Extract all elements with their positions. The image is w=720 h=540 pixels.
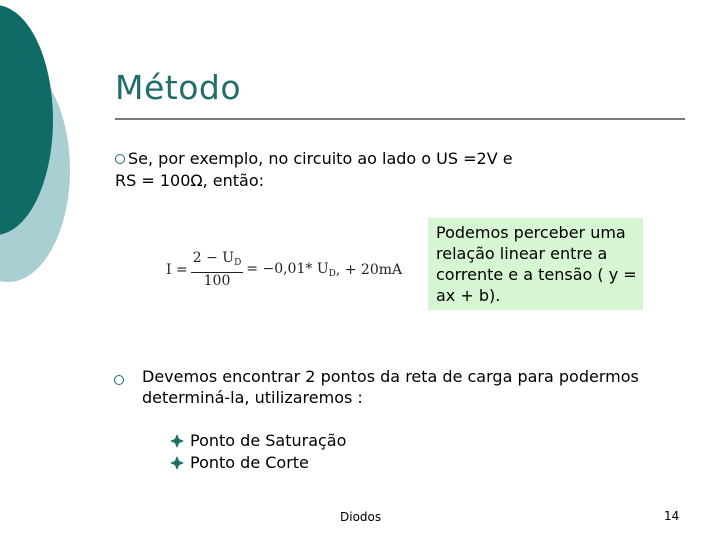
hollow-circle-bullet-icon (115, 154, 125, 164)
sub-item-saturation (170, 430, 346, 452)
formula-denominator: 100 (203, 273, 231, 289)
formula-middle: = −0,01* $U_D$ (246, 261, 336, 279)
paragraph-example-line1: Se, por exemplo, no circuito ao lado o US =2V e (128, 149, 513, 168)
footer-text: Diodos (340, 510, 382, 524)
hollow-circle-bullet-icon (114, 370, 127, 389)
sub-item-label: Ponto de Saturação (190, 431, 347, 450)
sub-bullet-list (170, 430, 346, 474)
sub-item-cutoff (170, 452, 346, 474)
formula-numerator: $2 - U_D$ (191, 250, 244, 273)
formula-fraction (191, 250, 244, 290)
formula-tail: , + 20mA (335, 262, 403, 278)
paragraph-example-line2: RS = 100Ω, então: (115, 171, 265, 190)
formula-numerator-subscript: D (234, 258, 242, 268)
page-number: 14 (664, 509, 680, 523)
formula-middle-subscript: D (328, 269, 336, 279)
note-box: Podemos perceber uma relação linear entre a corrente e a tensão ( y = ax + b). (428, 218, 643, 310)
diamond-bullet-icon (170, 434, 184, 448)
diamond-bullet-icon (170, 456, 184, 470)
paragraph-load-line: Devemos encontrar 2 pontos da reta de carga para podermos determiná-la, utilizaremos : (142, 367, 639, 407)
current-formula (166, 247, 402, 293)
decorative-teal-shapes (0, 0, 80, 290)
formula-lhs: I = (166, 262, 188, 278)
paragraph-example (115, 148, 635, 192)
sub-item-label: Ponto de Corte (190, 453, 309, 472)
title-divider (115, 118, 685, 120)
slide-title: Método (115, 68, 242, 107)
